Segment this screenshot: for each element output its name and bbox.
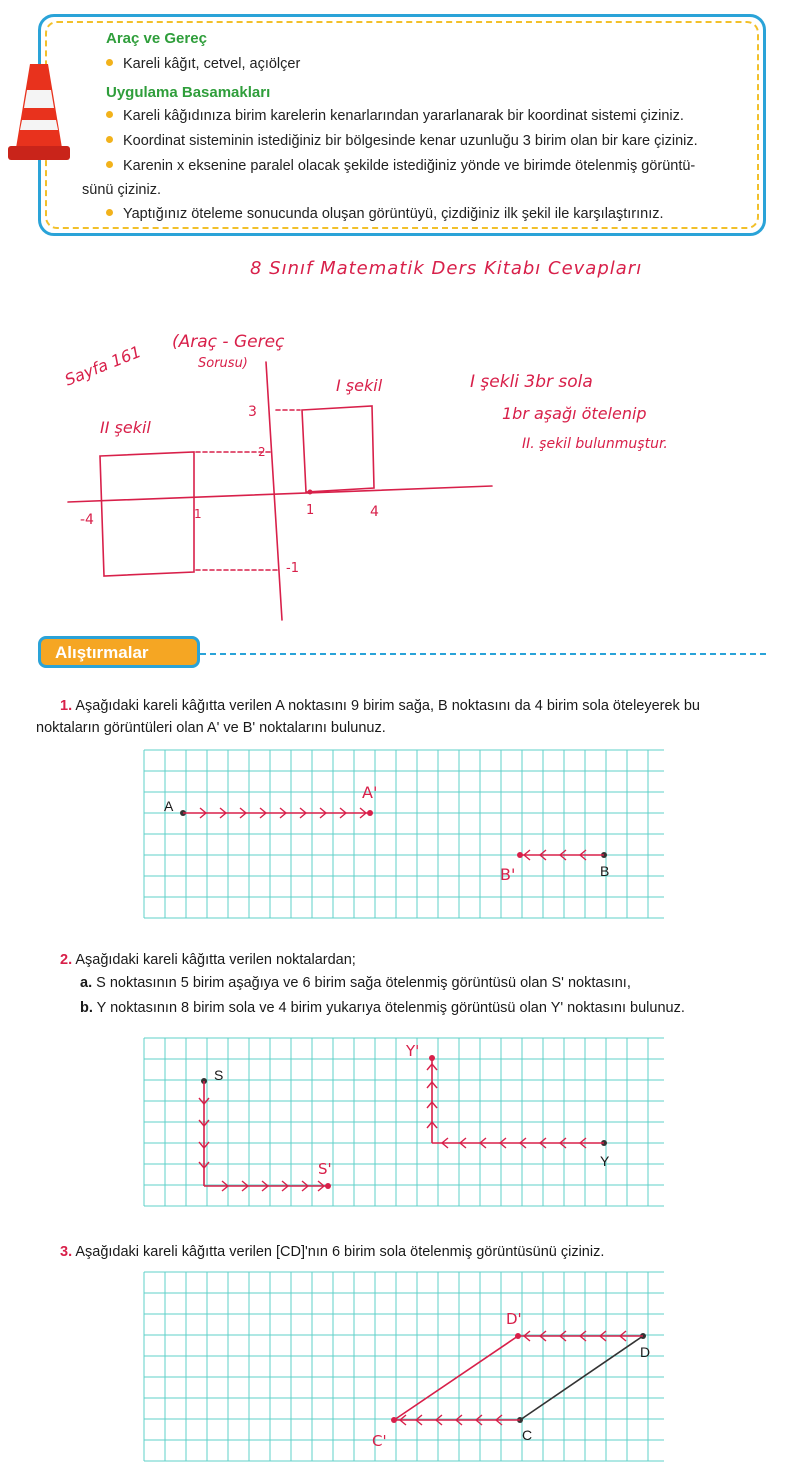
handwritten-activity-2: Sorusu) <box>198 356 248 371</box>
tools-heading: Araç ve Gereç <box>106 30 207 47</box>
label-shape-1: I şekil <box>336 376 383 395</box>
axis-label: 3 <box>248 404 257 420</box>
point-d-label: D <box>640 1344 651 1360</box>
exercises-tab-label: Alıştırmalar <box>55 643 149 662</box>
point-b-label: B <box>600 863 610 879</box>
step-item: Koordinat sisteminin istediğiniz bir bölgesinde kenar uzunluğu 3 birim olan bir kare çiziniz. <box>106 133 698 149</box>
handwritten-note: II. şekil bulunmuştur. <box>522 436 668 452</box>
question-2: 2. Aşağıdaki kareli kâğıtta verilen noktalardan; <box>60 952 356 968</box>
axis-label: -4 <box>80 512 94 528</box>
question-3: 3. Aşağıdaki kareli kâğıtta verilen [CD]'nın 6 birim sola ötelenmiş görüntüsünü çiziniz. <box>60 1244 605 1260</box>
handwritten-title: 8 Sınıf Matematik Ders Kitabı Cevapları <box>250 258 643 279</box>
step-item: Yaptığınız öteleme sonucunda oluşan görüntüyü, çizdiğiniz ilk şekil ile karşılaştırınız. <box>106 206 664 222</box>
question-1-line2: noktaların görüntüleri olan A' ve B' noktalarını bulunuz. <box>36 720 386 736</box>
step-item: Kareli kâğıdınıza birim karelerin kenarlarından yararlanarak bir koordinat sistemi çiziniz. <box>106 108 684 124</box>
point-d-image-label: D' <box>506 1310 522 1328</box>
point-y-image-label: Y' <box>406 1042 420 1060</box>
point-c-label: C <box>522 1427 533 1443</box>
question-2b: b. Y noktasının 8 birim sola ve 4 birim yukarıya ötelenmiş görüntüsü olan Y' noktasını bulunuz. <box>80 1000 685 1016</box>
point-b-image-label: B' <box>500 865 516 884</box>
point-y-label: Y <box>600 1153 610 1169</box>
axis-label: -1 <box>286 561 299 576</box>
handwritten-activity: (Araç - Gereç <box>172 332 285 352</box>
point-s-image-label: S' <box>318 1160 332 1178</box>
point-a-image-label: A' <box>362 783 378 802</box>
question-2a: a. S noktasının 5 birim aşağıya ve 6 birim sağa ötelenmiş görüntüsü olan S' noktasını, <box>80 975 631 991</box>
steps-heading: Uygulama Basamakları <box>106 84 271 101</box>
axis-label: 2 <box>258 445 266 459</box>
point-c-image-label: C' <box>372 1432 387 1450</box>
step-item-continued: sünü çiziniz. <box>82 182 161 198</box>
question-1: 1. Aşağıdaki kareli kâğıtta verilen A noktasını 9 birim sağa, B noktasını da 4 birim sola öteleyerek bu <box>60 698 700 714</box>
axis-label: 4 <box>370 504 379 520</box>
point-a-label: A <box>164 798 174 814</box>
step-item: Karenin x eksenine paralel olacak şekilde istediğiniz yönde ve birimde ötelenmiş görüntü- <box>106 158 695 174</box>
handwritten-note: 1br aşağı ötelenip <box>502 404 647 423</box>
handwritten-page-ref: Sayfa 161 <box>62 341 144 390</box>
handwritten-note: I şekli 3br sola <box>470 372 593 392</box>
label-shape-2: II şekil <box>100 418 151 437</box>
axis-label: 1 <box>194 507 202 521</box>
point-s-label: S <box>214 1067 224 1083</box>
axis-label: 1 <box>306 503 315 518</box>
tools-item: Kareli kâğıt, cetvel, açıölçer <box>106 56 300 72</box>
